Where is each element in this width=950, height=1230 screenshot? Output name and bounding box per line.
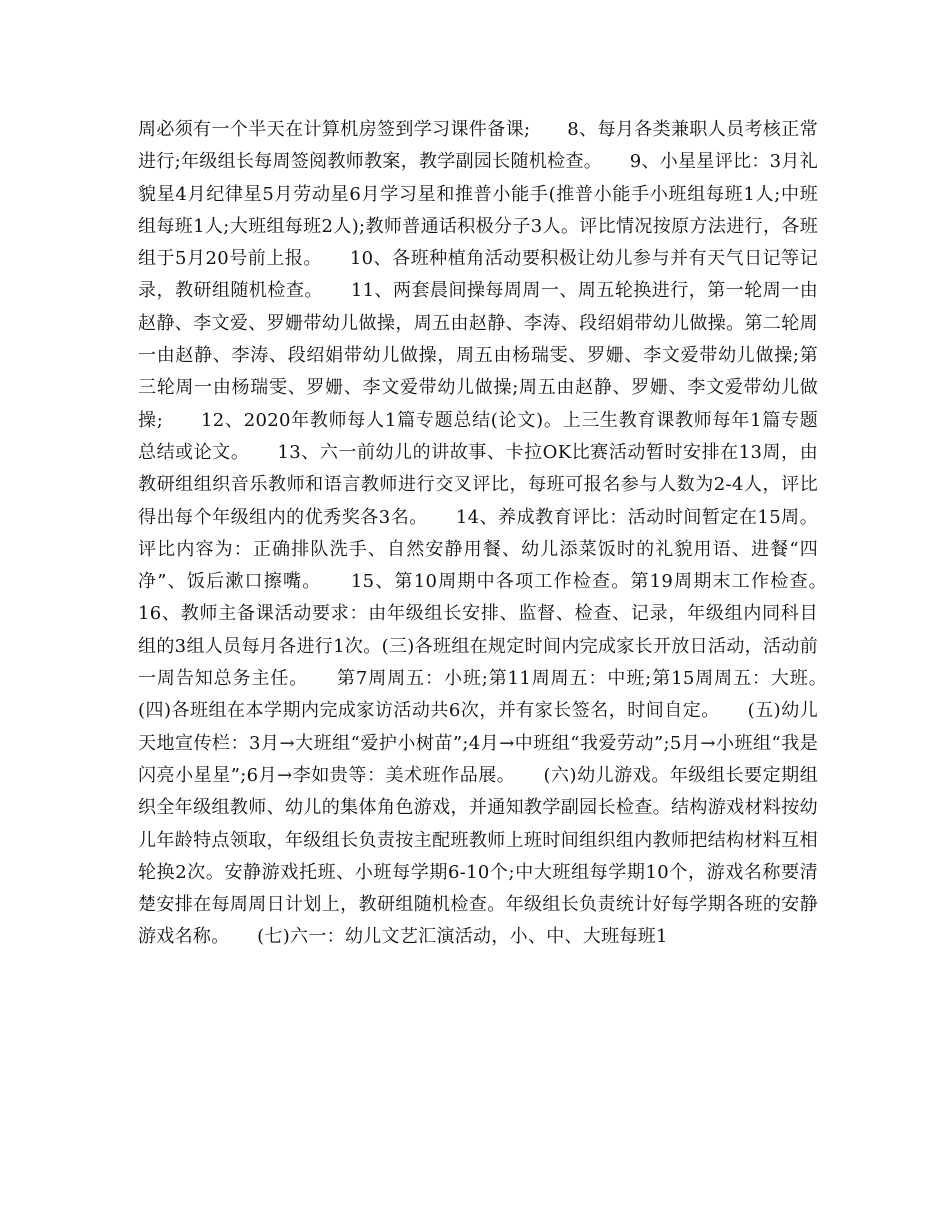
body-paragraph: 周必须有一个半天在计算机房签到学习课件备课; 8、每月各类兼职人员考核正常进行;年级组长每周签阅教师教案，教学副园长随机检查。 9、小星星评比：3月礼貌星4月纪律星5月劳动星6月学习星和推普小能手(推普小能手小班组每班1人;中班组每班1人;大班组每班2人);教师普通话积极分子3人。评比情况按原方法进行，各班组于5月20号前上报。 10、各班种植角活动要积极让幼儿参与并有天气日记等记录，教研组随机检查。 11、两套晨间操每周周一、周五轮换进行，第一轮周一由赵静、李文爱、罗姗带幼儿做操，周五由赵静、李涛、段绍娟带幼儿做操。第二轮周一由赵静、李涛、段绍娟带幼儿做操，周五由杨瑞雯、罗姗、李文爱带幼儿做操;第三轮周一由杨瑞雯、罗姗、李文爱带幼儿做操;周五由赵静、罗姗、李文爱带幼儿做操; 12、2020年教师每人1篇专题总结(论文)。上三生教育课教师每年1篇专题总结或论文。 13、六一前幼儿的讲故事、卡拉OK比赛活动暂时安排在13周，由教研组组织音乐教师和语言教师进行交叉评比，每班可报名参与人数为2-4人，评比得出每个年级组内的优秀奖各3名。 14、养成教育评比：活动时间暂定在15周。评比内容为：正确排队洗手、自然安静用餐、幼儿添菜饭时的礼貌用语、进餐“四净”、饭后漱口擦嘴。 15、第10周期中各项工作检查。第19周期末工作检查。 16、教师主备课活动要求：由年级组长安排、监督、检查、记录，年级组内同科目组的3组人员每月各进行1次。(三)各班组在规定时间内完成家长开放日活动，活动前一周告知总务主任。 第7周周五：小班;第11周周五：中班;第15周周五：大班。 (四)各班组在本学期内完成家访活动共6次，并有家长签名，时间自定。 (五)幼儿天地宣传栏：3月→大班组“爱护小树苗”;4月→中班组“我爱劳动”;5月→小班组“我是闪亮小星星”;6月→李如贵等：美术班作品展。 (六)幼儿游戏。年级组长要定期组织全年级组教师、幼儿的集体角色游戏，并通知教学副园长检查。结构游戏材料按幼儿年龄特点领取，年级组长负责按主配班教师上班时间组织组内教师把结构材料互相轮换2次。安静游戏托班、小班每学期6-10个;中大班组每学期10个，游戏名称要清楚安排在每周周日计划上，教研组随机检查。年级组长负责统计好每学期各班的安静游戏名称。 (七)六一：幼儿文艺汇演活动，小、中、大班每班1: [138, 119, 855, 948]
